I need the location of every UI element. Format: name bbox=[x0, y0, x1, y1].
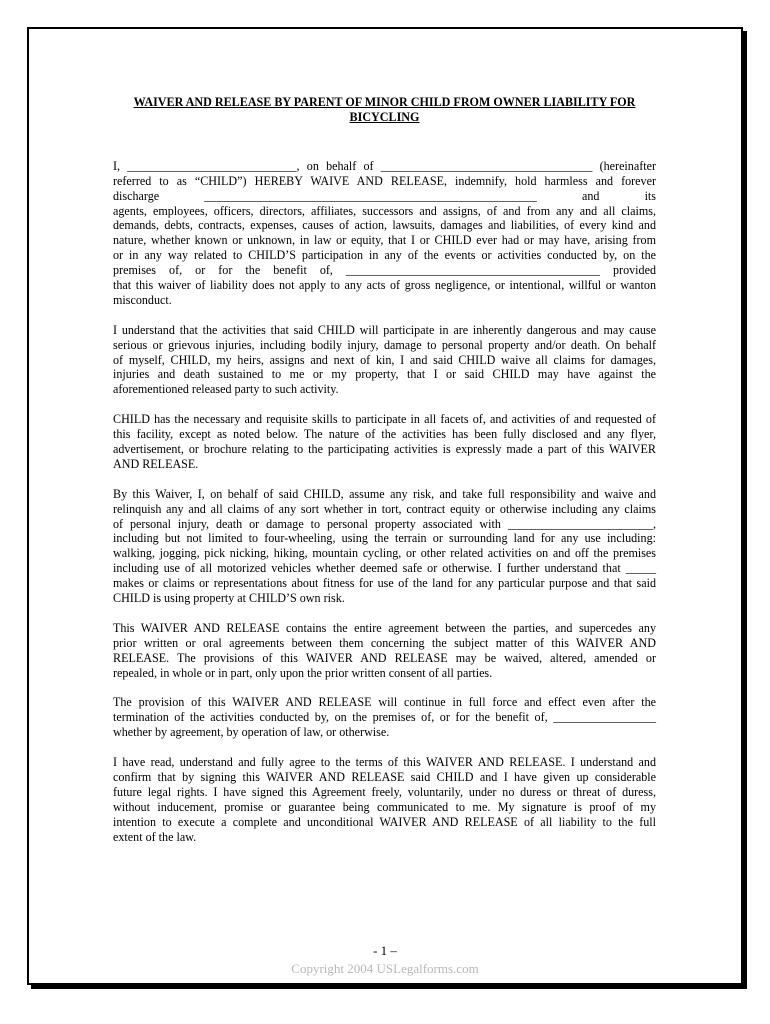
paragraph-assumption-of-risk bbox=[113, 487, 656, 606]
document-title bbox=[113, 95, 656, 125]
page-number: - 1 – bbox=[373, 943, 397, 958]
text-line: termination of the activities conducted by, on the premises of, or for the benefit of, _________________ bbox=[113, 710, 656, 725]
text-line: I understand that the activities that said CHILD will participate in are inherently dangerous and may cause bbox=[113, 322, 656, 337]
paragraph-survival bbox=[113, 695, 656, 740]
text-line: RELEASE. The provisions of this WAIVER AND RELEASE may be waived, altered, amended or bbox=[113, 650, 656, 665]
text-line: makes or claims or representations about fitness for use of the land for any particular purpose and that said bbox=[113, 576, 656, 591]
text-line: This WAIVER AND RELEASE contains the entire agreement between the parties, and supercedes any bbox=[113, 620, 656, 635]
title-line-1: WAIVER AND RELEASE BY PARENT OF MINOR CHILD FROM OWNER LIABILITY FOR bbox=[133, 95, 636, 109]
text-line: CHILD is using property at CHILD’S own risk. bbox=[113, 591, 345, 606]
text-line: nature, whether known or unknown, in law or equity, that I or CHILD ever had or may have, arising from bbox=[113, 233, 656, 248]
text-line: including but not limited to four-wheeling, using the terrain or surrounding land for any use including: bbox=[113, 531, 656, 546]
text-line: By this Waiver, I, on behalf of said CHILD, assume any risk, and take full responsibility and waive and bbox=[113, 486, 656, 501]
text-line: walking, jogging, pick nicking, hiking, mountain cycling, or other related activities on and off the premises bbox=[113, 546, 656, 561]
text-line: advertisement, or brochure relating to the participating activities is expressly made a part of this WAIVER bbox=[113, 442, 656, 456]
text-line: The provision of this WAIVER AND RELEASE will continue in full force and effect even after the bbox=[113, 695, 656, 710]
text-line: confirm that by signing this WAIVER AND RELEASE said CHILD and I have given up considerable bbox=[113, 769, 656, 784]
text-line: relinquish any and all claims of any sort whether in tort, contract equity or otherwise including any claims bbox=[113, 501, 656, 516]
text-line: that this waiver of liability does not apply to any acts of gross negligence, or intentional, willful or wanton bbox=[113, 278, 656, 293]
paragraph-waiver bbox=[113, 159, 656, 308]
text-line: including use of all motorized vehicles whether deemed safe or otherwise. I further understand that _____ bbox=[113, 561, 656, 576]
document-body bbox=[113, 95, 656, 859]
text-line: I have read, understand and fully agree to the terms of this WAIVER AND RELEASE. I understand and bbox=[113, 754, 656, 769]
text-line: AND RELEASE. bbox=[113, 456, 199, 471]
text-line: demands, debts, contracts, expenses, causes of action, lawsuits, damages and liabilities, of every kind and bbox=[113, 218, 656, 233]
text-line: of personal injury, death or damage to personal property associated with ________________________, bbox=[113, 516, 656, 531]
text-line: intention to execute a complete and unconditional WAIVER AND RELEASE of all liability to the full bbox=[113, 814, 656, 829]
text-line: I, ____________________________, on behalf of ___________________________________ (hereinafter bbox=[113, 158, 656, 173]
text-line: premises of, or for the benefit of, __________________________________________ provided bbox=[113, 263, 656, 278]
text-line: future legal rights. I have signed this Agreement freely, voluntarily, under no duress or threat of duress, bbox=[113, 784, 656, 799]
text-line: extent of the law. bbox=[113, 829, 197, 844]
text-line: this facility, except as noted below. The nature of the activities has been fully disclosed and any flyer, bbox=[113, 427, 656, 442]
paragraph-acknowledgement bbox=[113, 755, 656, 844]
text-line: agents, employees, officers, directors, affiliates, successors and assigns, of and from any and all claims, bbox=[113, 203, 656, 218]
text-line: serious or grievous injuries, including bodily injury, damage to personal property and/or death. On behalf bbox=[113, 337, 656, 352]
title-line-2: BICYCLING bbox=[349, 109, 420, 124]
text-line: CHILD has the necessary and requisite skills to participate in all facets of, and activities of and requested of bbox=[113, 412, 656, 427]
text-line: or in any way related to CHILD’S participation in any of the events or activities conducted by, on the bbox=[113, 248, 656, 263]
text-line: repealed, in whole or in part, only upon the prior written consent of all parties. bbox=[113, 665, 493, 680]
text-line: referred to as “CHILD”) HEREBY WAIVE AND RELEASE, indemnify, hold harmless and forever bbox=[113, 173, 656, 188]
text-line: aforementioned released party to such activity. bbox=[113, 382, 339, 397]
text-line: without inducement, promise or guarantee being communicated to me. My signature is proof of my bbox=[113, 799, 656, 814]
copyright-notice: Copyright 2004 USLegalforms.com bbox=[291, 961, 479, 976]
text-line: injuries and death sustained to me or my property, that I or said CHILD may have against the bbox=[113, 367, 656, 382]
text-line: discharge _______________________________________________________ and its bbox=[113, 188, 656, 203]
text-line: prior written or oral agreements between them concerning the subject matter of this WAIVER AND bbox=[113, 635, 656, 650]
paragraph-skills bbox=[113, 412, 656, 472]
text-line: of myself, CHILD, my heirs, assigns and next of kin, I and said CHILD waive all claims for damages, bbox=[113, 352, 656, 367]
paragraph-risk bbox=[113, 323, 656, 398]
text-line: misconduct. bbox=[113, 292, 172, 307]
text-line: whether by agreement, by operation of law, or otherwise. bbox=[113, 725, 390, 740]
paragraph-entire-agreement bbox=[113, 621, 656, 681]
